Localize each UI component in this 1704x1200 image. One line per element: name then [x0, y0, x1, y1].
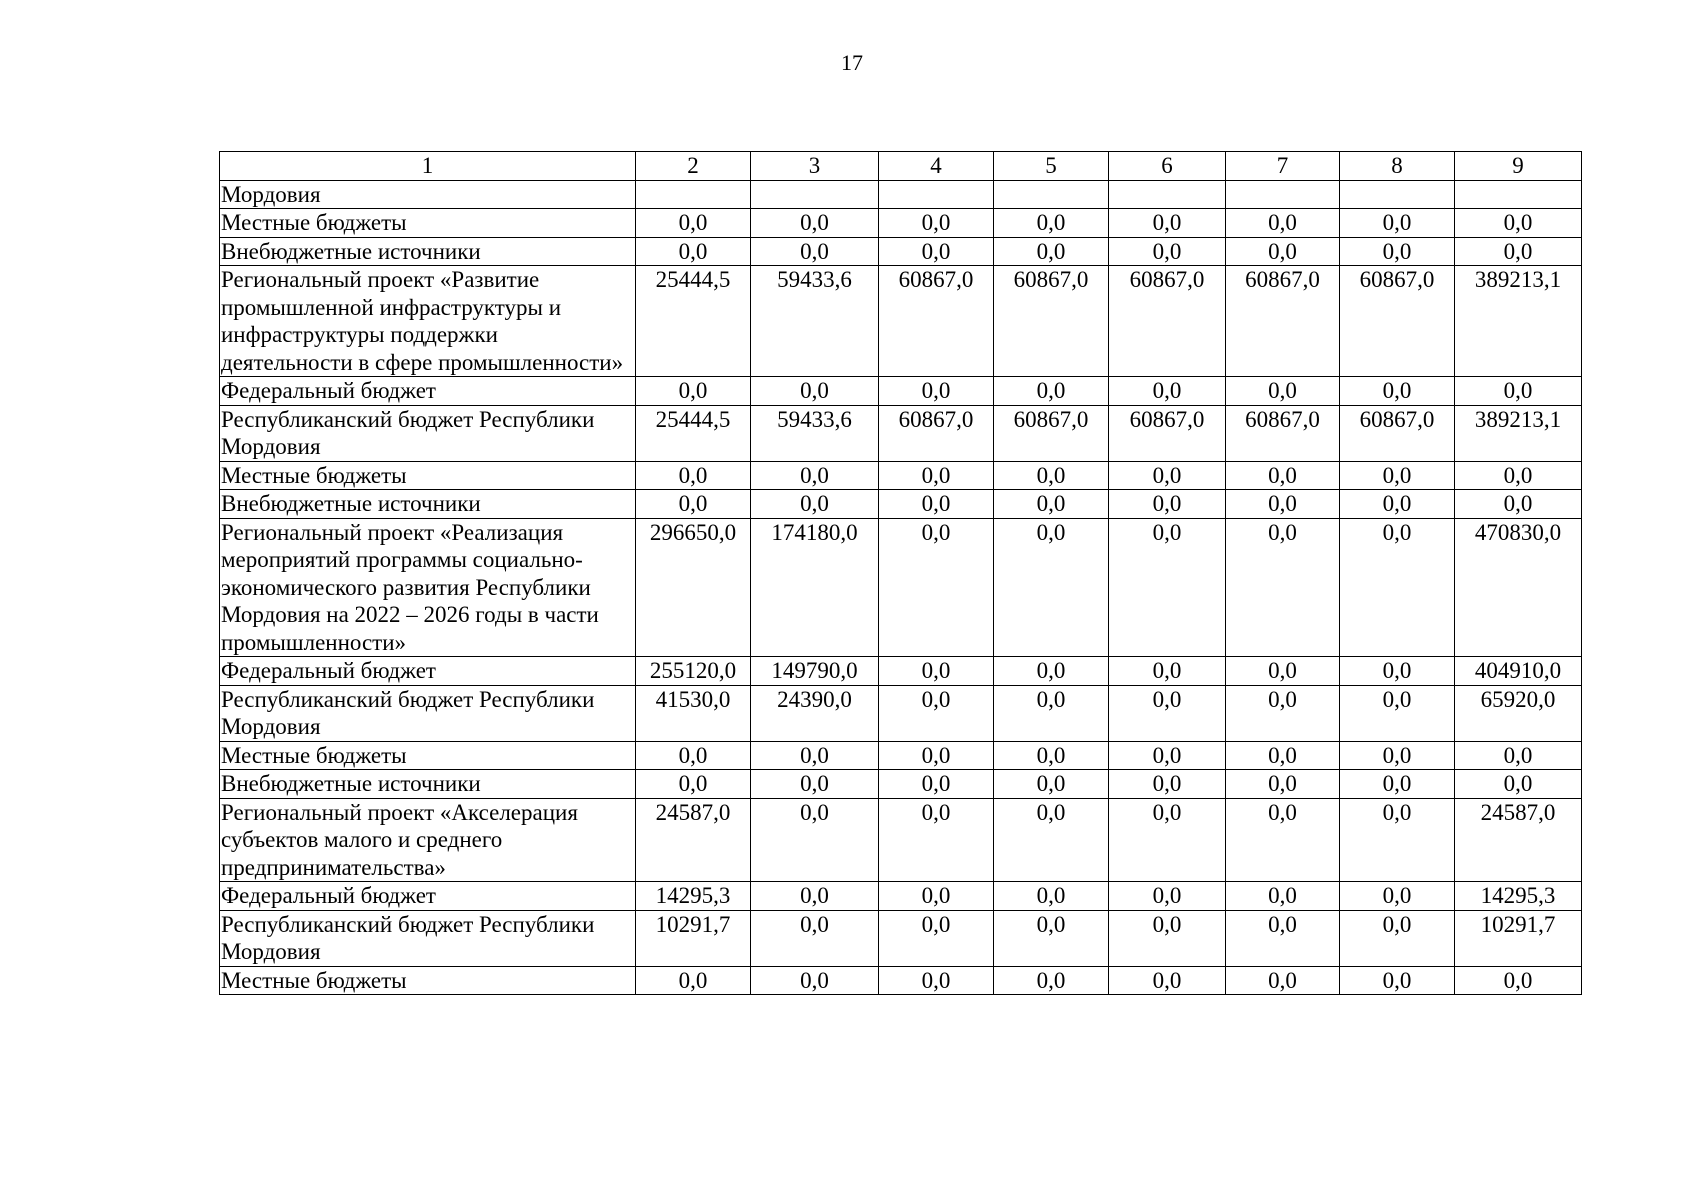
value-cell: 0,0	[1340, 461, 1455, 490]
value-cell: 0,0	[994, 882, 1109, 911]
value-cell	[1109, 180, 1226, 209]
value-cell	[636, 180, 751, 209]
value-cell: 0,0	[1340, 237, 1455, 266]
value-cell: 0,0	[751, 741, 879, 770]
value-cell: 25444,5	[636, 405, 751, 461]
value-cell: 0,0	[1340, 685, 1455, 741]
value-cell: 0,0	[1109, 461, 1226, 490]
table-row	[220, 377, 1582, 406]
value-cell: 14295,3	[1455, 882, 1582, 911]
row-label: Местные бюджеты	[220, 461, 636, 490]
value-cell: 0,0	[1455, 237, 1582, 266]
value-cell: 65920,0	[1455, 685, 1582, 741]
value-cell: 0,0	[1109, 377, 1226, 406]
value-cell: 255120,0	[636, 657, 751, 686]
value-cell: 296650,0	[636, 518, 751, 657]
value-cell	[1340, 180, 1455, 209]
value-cell: 0,0	[879, 685, 994, 741]
value-cell	[879, 180, 994, 209]
row-label: Региональный проект «Реализация мероприятий программы социально-экономического развития Республики Мордовия на 2022 – 2026 годы в части промышленности»	[220, 518, 636, 657]
row-label: Федеральный бюджет	[220, 377, 636, 406]
row-label: Внебюджетные источники	[220, 770, 636, 799]
table-row	[220, 266, 1582, 377]
value-cell: 60867,0	[1109, 405, 1226, 461]
value-cell: 0,0	[1226, 237, 1340, 266]
value-cell: 0,0	[636, 461, 751, 490]
value-cell: 0,0	[879, 798, 994, 882]
row-label: Республиканский бюджет Республики Мордовия	[220, 910, 636, 966]
value-cell: 0,0	[1340, 209, 1455, 238]
value-cell: 389213,1	[1455, 266, 1582, 377]
value-cell: 0,0	[1455, 461, 1582, 490]
value-cell	[994, 180, 1109, 209]
value-cell: 41530,0	[636, 685, 751, 741]
column-header-4: 4	[879, 152, 994, 181]
value-cell: 0,0	[1109, 209, 1226, 238]
value-cell: 0,0	[879, 882, 994, 911]
value-cell: 0,0	[751, 798, 879, 882]
value-cell: 0,0	[1109, 518, 1226, 657]
value-cell: 0,0	[879, 209, 994, 238]
row-label: Региональный проект «Развитие промышленной инфраструктуры и инфраструктуры поддержки деятельности в сфере промышленности»	[220, 266, 636, 377]
row-label: Федеральный бюджет	[220, 657, 636, 686]
value-cell: 0,0	[1226, 741, 1340, 770]
value-cell: 60867,0	[1226, 405, 1340, 461]
value-cell: 0,0	[879, 490, 994, 519]
row-label: Местные бюджеты	[220, 966, 636, 995]
value-cell	[1226, 180, 1340, 209]
value-cell: 0,0	[751, 237, 879, 266]
value-cell: 389213,1	[1455, 405, 1582, 461]
value-cell: 0,0	[1226, 657, 1340, 686]
value-cell: 0,0	[1340, 657, 1455, 686]
value-cell: 60867,0	[994, 266, 1109, 377]
value-cell: 0,0	[1109, 490, 1226, 519]
value-cell: 0,0	[879, 518, 994, 657]
value-cell: 14295,3	[636, 882, 751, 911]
value-cell: 0,0	[879, 237, 994, 266]
value-cell: 0,0	[994, 490, 1109, 519]
table-row	[220, 518, 1582, 657]
value-cell: 0,0	[994, 770, 1109, 799]
table-row	[220, 770, 1582, 799]
value-cell: 0,0	[994, 798, 1109, 882]
value-cell: 404910,0	[1455, 657, 1582, 686]
value-cell: 0,0	[1455, 377, 1582, 406]
value-cell: 0,0	[994, 209, 1109, 238]
value-cell: 0,0	[1226, 490, 1340, 519]
value-cell: 0,0	[751, 882, 879, 911]
value-cell: 0,0	[994, 237, 1109, 266]
value-cell: 149790,0	[751, 657, 879, 686]
column-header-2: 2	[636, 152, 751, 181]
value-cell: 0,0	[636, 741, 751, 770]
column-header-9: 9	[1455, 152, 1582, 181]
value-cell: 60867,0	[1226, 266, 1340, 377]
value-cell: 0,0	[751, 209, 879, 238]
value-cell: 0,0	[636, 237, 751, 266]
value-cell: 0,0	[1226, 798, 1340, 882]
value-cell: 0,0	[1109, 741, 1226, 770]
row-label: Мордовия	[220, 180, 636, 209]
table-row	[220, 490, 1582, 519]
table-row	[220, 657, 1582, 686]
value-cell: 0,0	[1340, 910, 1455, 966]
value-cell: 0,0	[751, 490, 879, 519]
value-cell: 0,0	[1455, 490, 1582, 519]
value-cell: 0,0	[1226, 770, 1340, 799]
value-cell: 0,0	[994, 518, 1109, 657]
value-cell: 174180,0	[751, 518, 879, 657]
value-cell: 0,0	[994, 966, 1109, 995]
value-cell: 10291,7	[636, 910, 751, 966]
value-cell: 24587,0	[636, 798, 751, 882]
value-cell: 0,0	[1109, 685, 1226, 741]
value-cell: 0,0	[994, 685, 1109, 741]
value-cell	[1455, 180, 1582, 209]
table-row	[220, 405, 1582, 461]
value-cell: 470830,0	[1455, 518, 1582, 657]
value-cell: 0,0	[879, 461, 994, 490]
value-cell: 0,0	[1226, 685, 1340, 741]
value-cell: 0,0	[751, 461, 879, 490]
value-cell: 0,0	[1226, 910, 1340, 966]
value-cell: 0,0	[1340, 882, 1455, 911]
table-row	[220, 910, 1582, 966]
value-cell: 0,0	[636, 770, 751, 799]
value-cell: 0,0	[751, 910, 879, 966]
value-cell: 0,0	[1226, 518, 1340, 657]
value-cell: 0,0	[1455, 741, 1582, 770]
table-row	[220, 882, 1582, 911]
value-cell: 0,0	[994, 741, 1109, 770]
value-cell: 0,0	[1340, 518, 1455, 657]
value-cell: 60867,0	[1340, 405, 1455, 461]
budget-table	[219, 151, 1582, 995]
table-row	[220, 461, 1582, 490]
table-body	[220, 152, 1582, 995]
value-cell: 0,0	[1226, 882, 1340, 911]
value-cell: 0,0	[1226, 461, 1340, 490]
value-cell: 60867,0	[994, 405, 1109, 461]
value-cell: 0,0	[879, 770, 994, 799]
value-cell: 0,0	[994, 910, 1109, 966]
value-cell: 0,0	[636, 966, 751, 995]
value-cell: 0,0	[1109, 770, 1226, 799]
row-label: Внебюджетные источники	[220, 490, 636, 519]
row-label: Республиканский бюджет Республики Мордовия	[220, 405, 636, 461]
value-cell: 0,0	[994, 657, 1109, 686]
value-cell: 0,0	[1340, 770, 1455, 799]
value-cell: 60867,0	[879, 266, 994, 377]
value-cell: 59433,6	[751, 405, 879, 461]
value-cell: 0,0	[1226, 377, 1340, 406]
value-cell: 60867,0	[1109, 266, 1226, 377]
value-cell: 0,0	[636, 377, 751, 406]
value-cell: 0,0	[994, 377, 1109, 406]
value-cell: 0,0	[1455, 966, 1582, 995]
table-row	[220, 741, 1582, 770]
value-cell: 25444,5	[636, 266, 751, 377]
value-cell: 0,0	[1109, 882, 1226, 911]
row-label: Внебюджетные источники	[220, 237, 636, 266]
column-header-3: 3	[751, 152, 879, 181]
table-row	[220, 966, 1582, 995]
value-cell: 10291,7	[1455, 910, 1582, 966]
value-cell: 0,0	[994, 461, 1109, 490]
row-label: Местные бюджеты	[220, 741, 636, 770]
value-cell: 0,0	[751, 770, 879, 799]
table-row	[220, 180, 1582, 209]
value-cell: 0,0	[879, 966, 994, 995]
header-row	[220, 152, 1582, 181]
value-cell: 24587,0	[1455, 798, 1582, 882]
value-cell: 0,0	[1455, 770, 1582, 799]
value-cell: 0,0	[636, 209, 751, 238]
value-cell	[751, 180, 879, 209]
value-cell: 0,0	[751, 377, 879, 406]
row-label: Местные бюджеты	[220, 209, 636, 238]
column-header-1: 1	[220, 152, 636, 181]
value-cell: 0,0	[879, 741, 994, 770]
value-cell: 0,0	[1109, 798, 1226, 882]
value-cell: 24390,0	[751, 685, 879, 741]
value-cell: 0,0	[1455, 209, 1582, 238]
row-label: Региональный проект «Акселерация субъектов малого и среднего предпринимательства»	[220, 798, 636, 882]
row-label: Республиканский бюджет Республики Мордовия	[220, 685, 636, 741]
value-cell: 0,0	[879, 910, 994, 966]
column-header-5: 5	[994, 152, 1109, 181]
value-cell: 0,0	[1226, 209, 1340, 238]
table-row	[220, 237, 1582, 266]
value-cell: 0,0	[1109, 910, 1226, 966]
value-cell: 0,0	[751, 966, 879, 995]
value-cell: 0,0	[1109, 237, 1226, 266]
table-row	[220, 798, 1582, 882]
value-cell: 0,0	[1226, 966, 1340, 995]
value-cell: 0,0	[1340, 966, 1455, 995]
column-header-8: 8	[1340, 152, 1455, 181]
page-number: 17	[841, 50, 863, 75]
value-cell: 0,0	[1340, 741, 1455, 770]
row-label: Федеральный бюджет	[220, 882, 636, 911]
value-cell: 59433,6	[751, 266, 879, 377]
value-cell: 60867,0	[1340, 266, 1455, 377]
value-cell: 0,0	[1109, 966, 1226, 995]
table-row	[220, 685, 1582, 741]
value-cell: 0,0	[1340, 377, 1455, 406]
value-cell: 0,0	[879, 657, 994, 686]
value-cell: 0,0	[1109, 657, 1226, 686]
value-cell: 0,0	[636, 490, 751, 519]
table-row	[220, 209, 1582, 238]
value-cell: 60867,0	[879, 405, 994, 461]
value-cell: 0,0	[1340, 798, 1455, 882]
value-cell: 0,0	[1340, 490, 1455, 519]
column-header-7: 7	[1226, 152, 1340, 181]
value-cell: 0,0	[879, 377, 994, 406]
column-header-6: 6	[1109, 152, 1226, 181]
